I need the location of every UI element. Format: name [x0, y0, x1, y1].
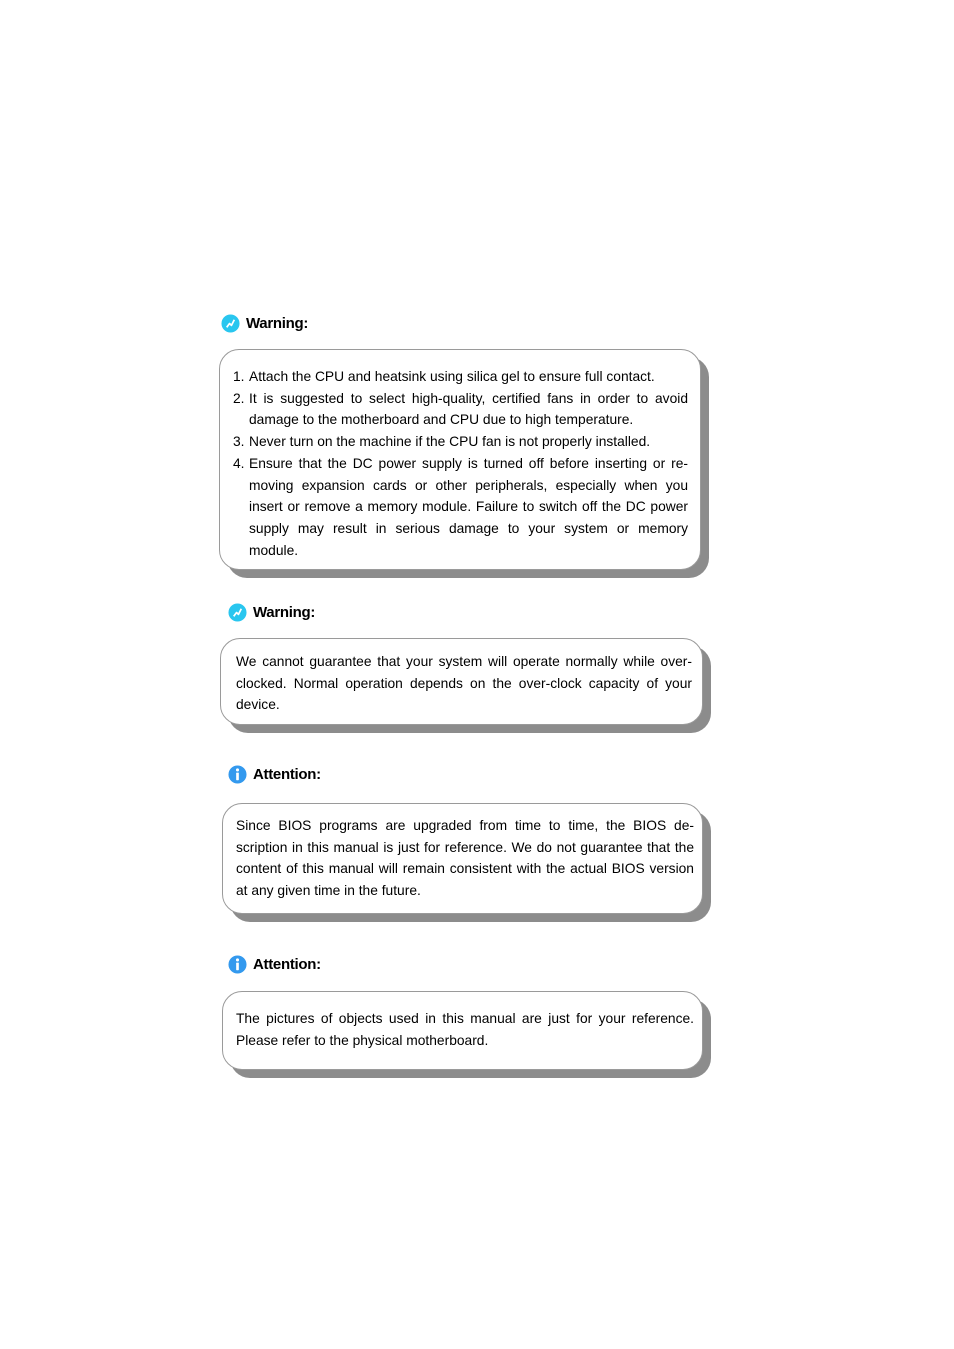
info-icon [228, 955, 247, 974]
attention-title: Attention: [253, 956, 321, 973]
list-item: 3. Never turn on the machine if the CPU fan is not properly installed. [233, 434, 651, 450]
warning-heading-2 [228, 603, 315, 622]
attention-text: Since BIOS programs are upgraded from time to time, the BIOS de-scription in this manual is just for reference. We do not guarantee that the content of this manual will remain consistent with the actual BIOS version at any given time in the future. [236, 818, 694, 899]
attention-box-1 [222, 803, 703, 914]
list-item: 1. Attach the CPU and heatsink using silica gel to ensure full contact. [233, 369, 655, 384]
warning-heading-1 [221, 314, 308, 333]
warning-title: Warning: [253, 604, 316, 621]
list-item: 2. It is suggested to select high-quality, certified fans in order to avoid damage to the motherboard and CPU due to high temperature. [233, 390, 688, 428]
list-item: 4. Ensure that the DC power supply is turned off before inserting or re-moving expansion cards or other peripherals, especially when you insert or remove a memory module. Failure to switch off the DC power supply may result in serious damage to your system or memory module. [233, 455, 688, 558]
warning-title: Warning: [246, 315, 309, 332]
warning-icon [228, 603, 247, 622]
attention-heading-2 [228, 955, 321, 974]
warning-box-1 [219, 349, 701, 570]
warning-list [233, 366, 688, 561]
warning-box-2 [220, 638, 703, 725]
attention-title: Attention: [253, 766, 321, 783]
attention-heading-1 [228, 765, 321, 784]
warning-text: We cannot guarantee that your system will operate normally while over-clocked. Normal operation depends on the over-clock capacity of your device. [236, 654, 692, 713]
info-icon [228, 765, 247, 784]
attention-text: The pictures of objects used in this manual are just for your reference. Please refer to the physical motherboard. [236, 1011, 694, 1048]
warning-icon [221, 314, 240, 333]
attention-box-2 [222, 991, 703, 1070]
